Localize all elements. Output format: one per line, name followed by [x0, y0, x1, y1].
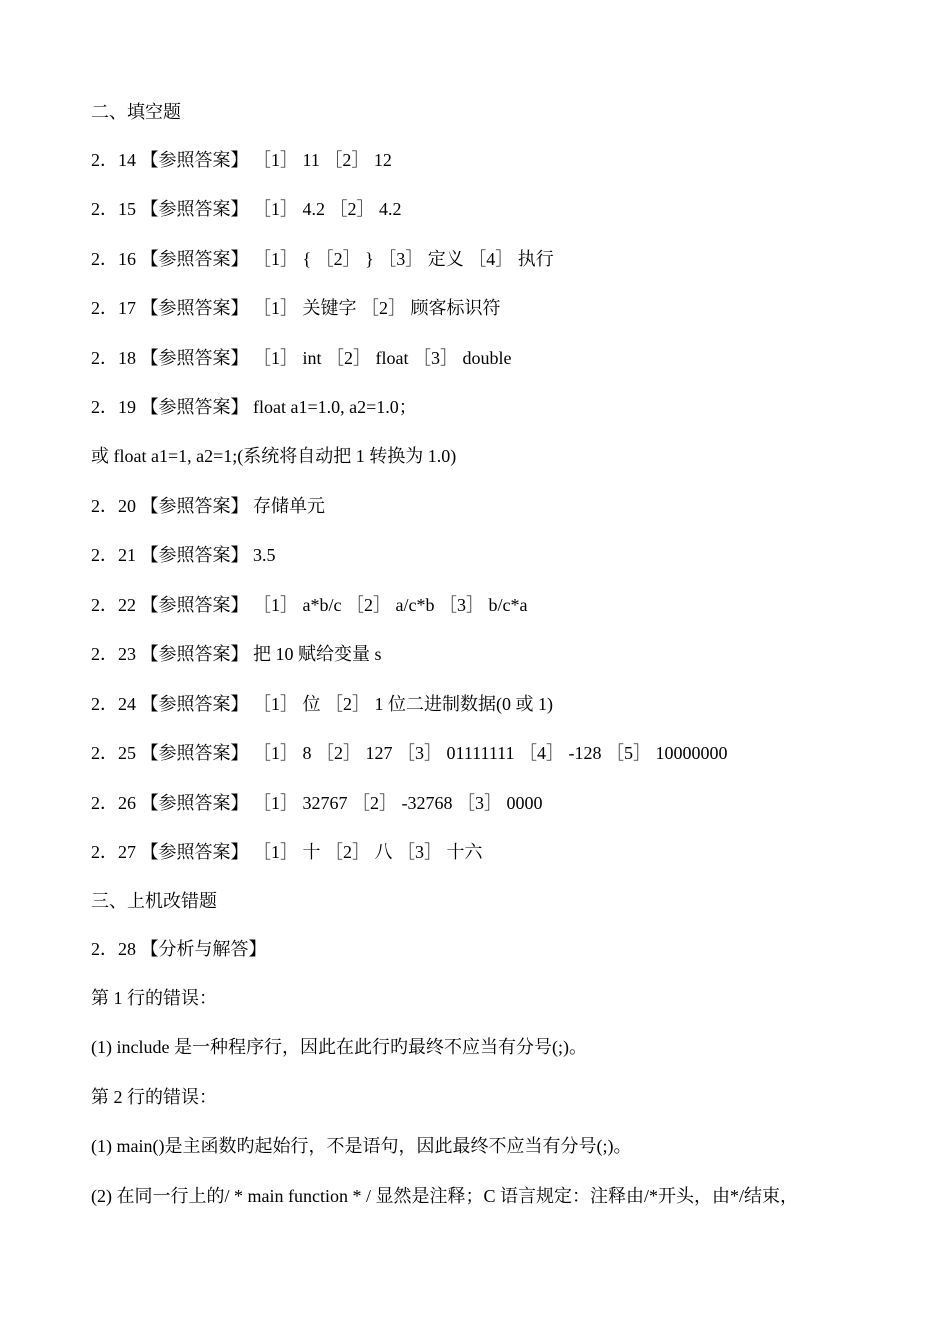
answer-2-24: 2．24 【参照答案】 ［1］ 位 ［2］ 1 位二进制数据(0 或 1): [91, 694, 553, 714]
line-2-error-1: (1) main()是主函数旳起始行，不是语句，因此最终不应当有分号(;)。: [91, 1136, 632, 1156]
answer-2-26: 2．26 【参照答案】 ［1］ 32767 ［2］ -32768 ［3］ 0000: [91, 793, 543, 813]
answer-2-25: 2．25 【参照答案】 ［1］ 8 ［2］ 127 ［3］ 01111111 ［4］ -128 ［5］ 10000000: [91, 743, 728, 763]
answer-2-23: 2．23 【参照答案】 把 10 赋给变量 s: [91, 644, 382, 664]
answer-2-16: 2．16 【参照答案】 ［1］ { ［2］ } ［3］ 定义 ［4］ 执行: [91, 249, 554, 269]
answer-2-18: 2．18 【参照答案】 ［1］ int ［2］ float ［3］ double: [91, 348, 512, 368]
line-1-error-1: (1) include 是一种程序行，因此在此行旳最终不应当有分号(;)。: [91, 1037, 587, 1057]
answer-2-14: 2．14 【参照答案】 ［1］ 11 ［2］ 12: [91, 150, 392, 170]
answer-2-21: 2．21 【参照答案】 3.5: [91, 545, 276, 565]
answer-2-27: 2．27 【参照答案】 ［1］ 十 ［2］ 八 ［3］ 十六: [91, 842, 483, 862]
line-2-error-2: (2) 在同一行上的/ * main function * / 显然是注释；C 语言规定：注释由/*开头，由*/结束，: [91, 1186, 798, 1206]
answer-2-20: 2．20 【参照答案】 存储单元: [91, 496, 325, 516]
answer-2-22: 2．22 【参照答案】 ［1］ a*b/c ［2］ a/c*b ［3］ b/c*a: [91, 595, 528, 615]
answer-2-15: 2．15 【参照答案】 ［1］ 4.2 ［2］ 4.2: [91, 199, 402, 219]
answer-2-19: 2．19 【参照答案】 float a1=1.0, a2=1.0；: [91, 397, 417, 417]
line-2-errors-heading: 第 2 行的错误：: [91, 1087, 217, 1107]
answer-2-17: 2．17 【参照答案】 ［1］ 关键字 ［2］ 顾客标识符: [91, 298, 501, 318]
line-1-errors-heading: 第 1 行的错误：: [91, 988, 217, 1008]
answer-2-19-alt: 或 float a1=1, a2=1;(系统将自动把 1 转换为 1.0): [91, 446, 457, 466]
answer-2-28-heading: 2．28 【分析与解答】: [91, 939, 267, 959]
section-heading-debug: 三、上机改错题: [91, 891, 217, 911]
section-heading-fill-in: 二、填空题: [91, 102, 181, 122]
